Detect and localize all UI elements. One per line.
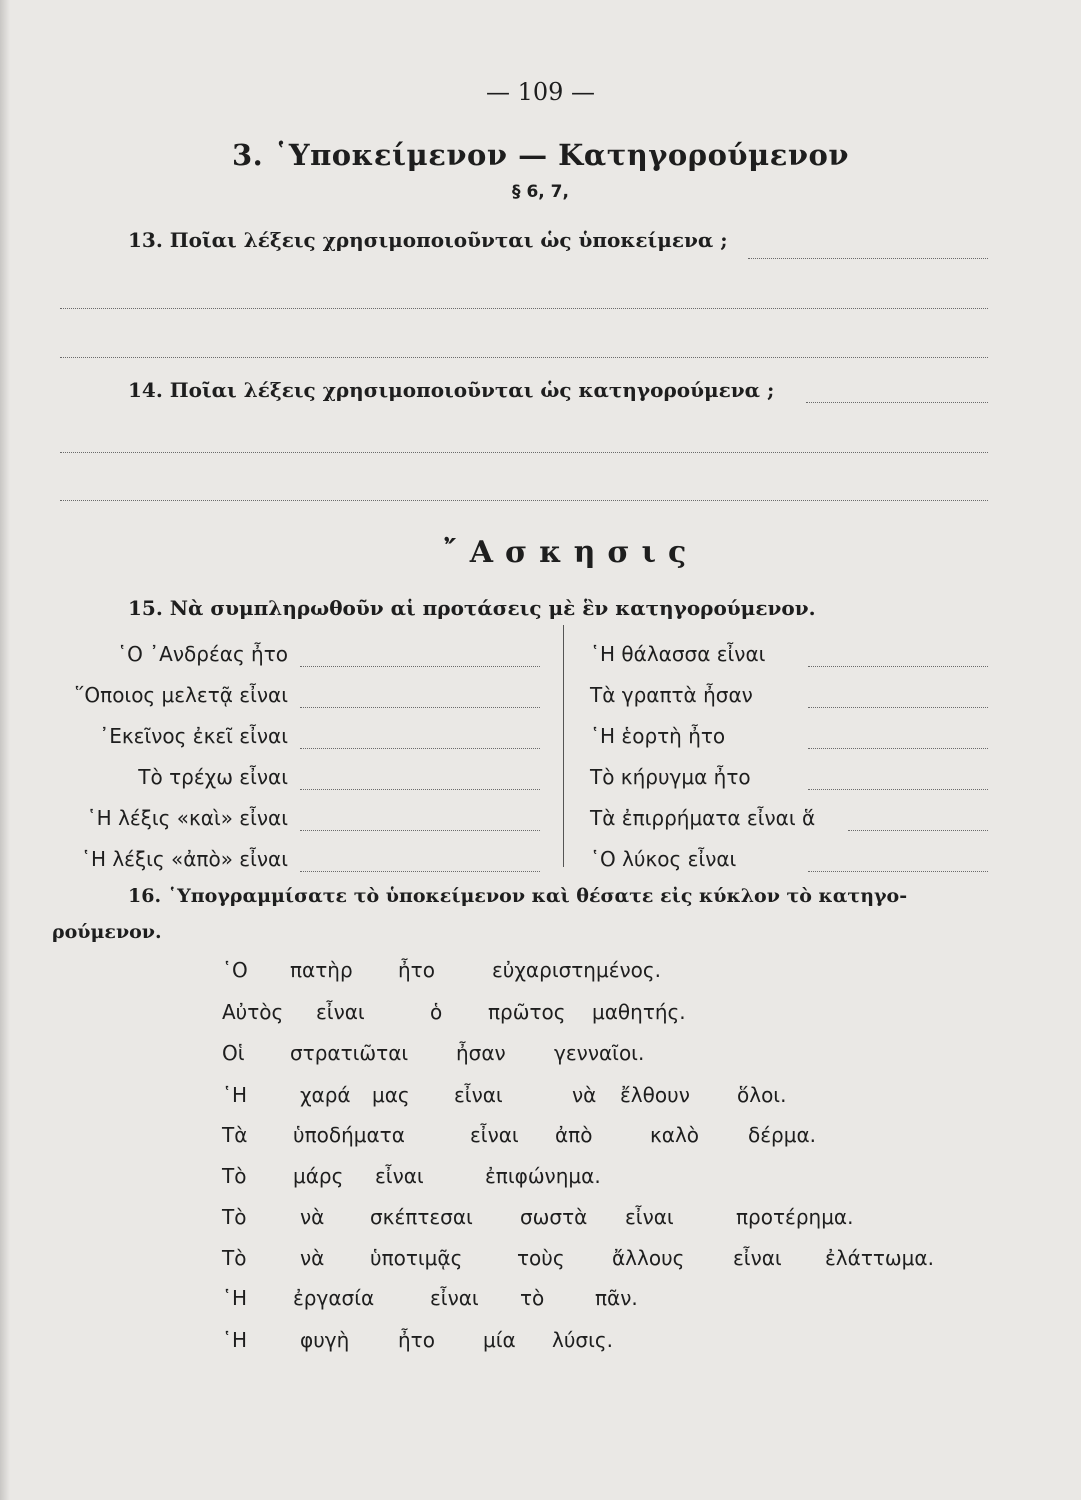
sentence-word: σωστὰ — [520, 1205, 588, 1229]
sentence-word: ὅλοι. — [737, 1083, 787, 1107]
sentence-word: εὐχαριστημένος. — [492, 958, 662, 982]
ex15-right-item: Τὰ γραπτὰ ἦσαν — [590, 683, 753, 707]
sentence-word: πρῶτος — [488, 1000, 566, 1024]
sentence-word: ἦσαν — [456, 1041, 506, 1065]
sentence-word: ἐργασία — [293, 1286, 375, 1310]
sentence-word: ῾Η — [222, 1328, 248, 1352]
answer-line — [300, 871, 540, 872]
answer-line — [806, 402, 988, 403]
sentence-word: ἐπιφώνημα. — [485, 1164, 601, 1188]
sentence-word: μία — [483, 1328, 516, 1352]
answer-line — [808, 748, 988, 749]
ex15-left-item: ᾿Εκεῖνος ἐκεῖ εἶναι — [99, 724, 288, 748]
sentence-word: προτέρημα. — [736, 1205, 854, 1229]
sentence-word: ἦτο — [398, 1328, 435, 1352]
sentence-word: εἶναι — [470, 1123, 519, 1147]
sentence-word: νὰ — [300, 1205, 325, 1229]
sentence-word: εἶναι — [430, 1286, 479, 1310]
ex15-left-item: ῾Η λέξις «καὶ» εἶναι — [86, 806, 288, 830]
sentence-word: νὰ — [300, 1246, 325, 1270]
sentence-word: μας — [372, 1083, 410, 1107]
ex15-left-item: Τὸ τρέχω εἶναι — [138, 765, 288, 789]
answer-line — [300, 707, 540, 708]
page-number: — 109 — — [485, 78, 596, 106]
column-divider — [563, 625, 564, 867]
answer-line — [808, 707, 988, 708]
answer-line — [300, 830, 540, 831]
answer-line — [300, 748, 540, 749]
sentence-word: εἶναι — [375, 1164, 424, 1188]
answer-line — [748, 258, 988, 259]
answer-line — [848, 830, 988, 831]
sentence-word: ῾Η — [222, 1286, 248, 1310]
sentence-word: σκέπτεσαι — [370, 1205, 473, 1229]
ex15-right-item: Τὸ κήρυγμα ἦτο — [590, 765, 751, 789]
sentence-word: εἶναι — [454, 1083, 503, 1107]
section-title: 3. ῾Υποκείμενον — Κατηγορούμενον — [232, 138, 849, 172]
sentence-word: δέρμα. — [748, 1123, 817, 1147]
answer-line — [808, 666, 988, 667]
exercise-heading: ῎Ασκησις — [442, 535, 699, 570]
sentence-word: Τὸ — [222, 1164, 247, 1188]
sentence-word: τοὺς — [517, 1246, 565, 1270]
ex15-left-item: ῾Ο ᾿Ανδρέας ἦτο — [117, 642, 288, 666]
sentence-word: λύσις. — [552, 1328, 613, 1352]
sentence-word: ὑποτιμᾷς — [370, 1246, 463, 1270]
sentence-word: ἀπὸ — [555, 1123, 593, 1147]
sentence-word: στρατιῶται — [290, 1041, 409, 1065]
sentence-word: Τὰ — [222, 1123, 248, 1147]
sentence-word: ῾Ο — [222, 958, 248, 982]
answer-line — [808, 789, 988, 790]
sentence-word: εἶναι — [733, 1246, 782, 1270]
answer-line — [300, 789, 540, 790]
sentence-word: πατὴρ — [290, 958, 353, 982]
ex15-right-item: ῾Η ἑορτὴ ἦτο — [590, 724, 726, 748]
question-14: 14. Ποῖαι λέξεις χρησιμοποιοῦνται ὡς κατηγορούμενα ; — [128, 378, 775, 402]
exercise-16-instruction-line2: ρούμενον. — [52, 921, 162, 943]
sentence-word: φυγὴ — [300, 1328, 350, 1352]
sentence-word: Τὸ — [222, 1246, 247, 1270]
answer-line — [808, 871, 988, 872]
exercise-16-instruction-line1: 16. ῾Υπογραμμίσατε τὸ ὑποκείμενον καὶ θέσατε εἰς κύκλον τὸ κατηγο- — [128, 885, 908, 907]
sentence-word: ὁ — [430, 1000, 443, 1024]
answer-line — [60, 357, 988, 358]
sentence-word: μάρς — [293, 1164, 344, 1188]
sentence-word: Τὸ — [222, 1205, 247, 1229]
sentence-word: νὰ — [572, 1083, 597, 1107]
sentence-word: χαρά — [300, 1083, 351, 1107]
sentence-word: πᾶν. — [595, 1286, 638, 1310]
answer-line — [60, 500, 988, 501]
sentence-word: ἄλλους — [612, 1246, 685, 1270]
exercise-15-instruction: 15. Νὰ συμπληρωθοῦν αἱ προτάσεις μὲ ἓν κατηγορούμενον. — [128, 596, 816, 620]
question-13: 13. Ποῖαι λέξεις χρησιμοποιοῦνται ὡς ὑποκείμενα ; — [128, 228, 728, 252]
answer-line — [60, 308, 988, 309]
sentence-word: εἶναι — [625, 1205, 674, 1229]
sentence-word: ῾Η — [222, 1083, 248, 1107]
answer-line — [60, 452, 988, 453]
page-edge-shadow — [0, 0, 10, 1500]
sentence-word: γενναῖοι. — [554, 1041, 645, 1065]
ex15-right-item: Τὰ ἐπιρρήματα εἶναι ἅ — [590, 806, 816, 830]
sentence-word: εἶναι — [316, 1000, 365, 1024]
sentence-word: ἔλθουν — [620, 1083, 690, 1107]
paragraph-reference: § 6, 7, — [512, 182, 569, 202]
sentence-word: τὸ — [520, 1286, 545, 1310]
sentence-word: Οἱ — [222, 1041, 245, 1065]
ex15-left-item: ῞Οποιος μελετᾷ εἶναι — [74, 683, 288, 707]
sentence-word: ἦτο — [398, 958, 435, 982]
sentence-word: καλὸ — [650, 1123, 700, 1147]
ex15-right-item: ῾Ο λύκος εἶναι — [590, 847, 737, 871]
answer-line — [300, 666, 540, 667]
ex15-left-item: ῾Η λέξις «ἀπὸ» εἶναι — [80, 847, 288, 871]
sentence-word: Αὐτὸς — [222, 1000, 284, 1024]
ex15-right-item: ῾Η θάλασσα εἶναι — [590, 642, 766, 666]
sentence-word: ὑποδήματα — [293, 1123, 405, 1147]
sentence-word: ἐλάττωμα. — [825, 1246, 934, 1270]
sentence-word: μαθητής. — [592, 1000, 686, 1024]
